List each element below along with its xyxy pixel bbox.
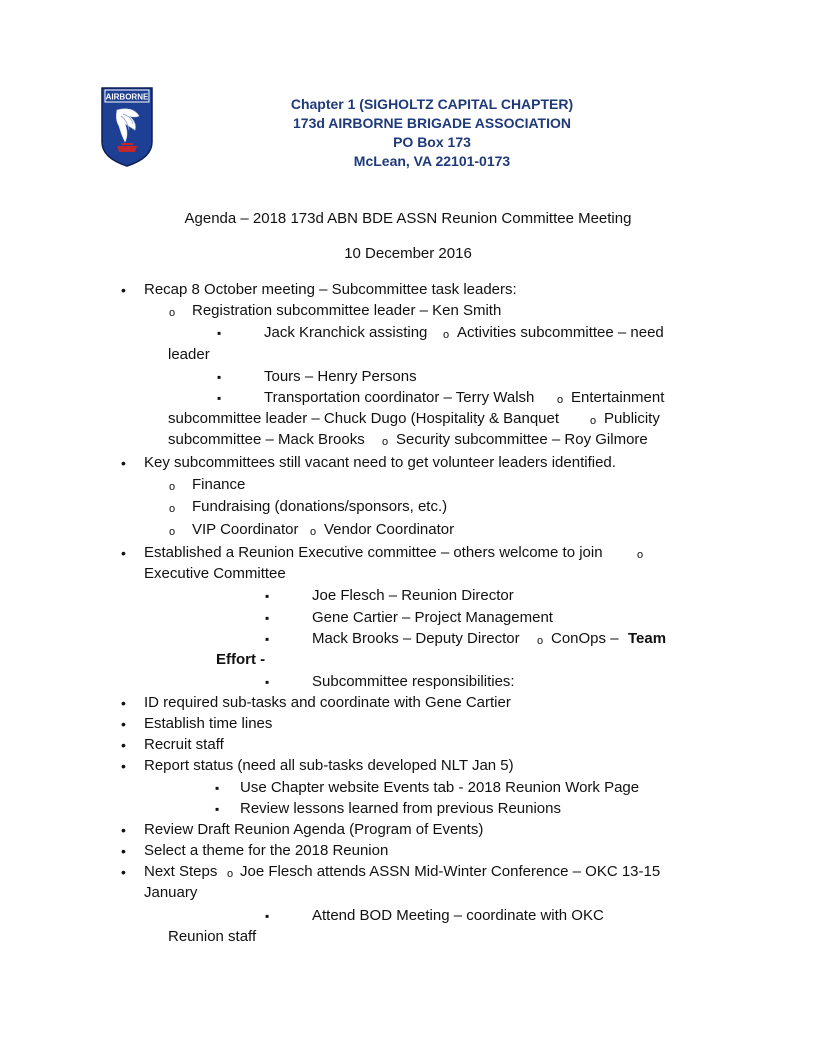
agenda-item: Recruit staff — [144, 736, 224, 753]
agenda-item: ID required sub-tasks and coordinate with Gene Cartier — [144, 694, 511, 711]
letterhead — [232, 95, 632, 171]
agenda-item: Joe Flesch attends ASSN Mid-Winter Conference – OKC 13-15 — [240, 863, 661, 880]
agenda-subitem: Transportation coordinator – Terry Walsh — [264, 389, 535, 406]
agenda-item: Established a Reunion Executive committee – others welcome to join — [144, 544, 603, 561]
agenda-subitem: subcommittee – Mack Brooks — [168, 431, 365, 448]
agenda-item: January — [144, 884, 198, 901]
circle-bullet-icon — [443, 325, 449, 344]
agenda-subitem: Fundraising (donations/sponsors, etc.) — [192, 498, 448, 515]
association-name: 173d AIRBORNE BRIGADE ASSOCIATION — [293, 115, 571, 131]
bullet-icon — [121, 281, 126, 300]
circle-bullet-icon — [590, 411, 596, 430]
square-bullet-icon — [265, 609, 269, 627]
square-bullet-icon — [217, 324, 221, 342]
square-bullet-icon — [217, 368, 221, 386]
agenda-subitem: Registration subcommittee leader – Ken Smith — [192, 302, 502, 319]
agenda-subitem: Mack Brooks – Deputy Director — [312, 630, 520, 647]
agenda-subitem: Jack Kranchick assisting — [264, 324, 428, 341]
agenda-subitem: Entertainment — [571, 389, 665, 406]
agenda-subitem: Finance — [192, 476, 246, 493]
emphasis-text: Team — [628, 630, 667, 647]
agenda-subitem: VIP Coordinator — [192, 521, 299, 538]
airborne-brigade-insignia — [99, 86, 155, 168]
agenda-subitem: Attend BOD Meeting – coordinate with OKC — [312, 907, 604, 924]
circle-bullet-icon — [537, 631, 543, 650]
square-bullet-icon — [217, 389, 221, 407]
agenda-subitem: Security subcommittee – Roy Gilmore — [396, 431, 648, 448]
logo-text: AIRBORNE — [105, 92, 149, 102]
po-box: PO Box 173 — [393, 134, 471, 150]
agenda-item: Recap 8 October meeting – Subcommittee task leaders: — [144, 281, 517, 298]
agenda-subitem: Reunion staff — [168, 928, 257, 945]
circle-bullet-icon — [169, 477, 175, 496]
agenda-title: Agenda – 2018 173d ABN BDE ASSN Reunion Committee Meeting — [184, 210, 632, 227]
square-bullet-icon — [265, 630, 269, 648]
agenda-subitem: Gene Cartier – Project Management — [312, 609, 553, 626]
agenda-subitem: Joe Flesch – Reunion Director — [312, 587, 514, 604]
bullet-icon — [121, 544, 126, 563]
agenda-item: Select a theme for the 2018 Reunion — [144, 842, 389, 859]
agenda-subitem: Subcommittee responsibilities: — [312, 673, 515, 690]
bullet-icon — [121, 694, 126, 713]
meeting-date: 10 December 2016 — [344, 245, 472, 262]
bullet-icon — [121, 863, 126, 882]
bullet-icon — [121, 821, 126, 840]
agenda-subitem: Review lessons learned from previous Reunions — [240, 800, 561, 817]
agenda-subitem: Use Chapter website Events tab - 2018 Reunion Work Page — [240, 779, 640, 796]
circle-bullet-icon — [227, 864, 233, 883]
circle-bullet-icon — [169, 303, 175, 322]
agenda-item: Next Steps — [144, 863, 218, 880]
circle-bullet-icon — [169, 499, 175, 518]
agenda-subitem: subcommittee leader – Chuck Dugo (Hospitality & Banquet — [168, 410, 560, 427]
agenda-subitem: leader — [168, 346, 210, 363]
bullet-icon — [121, 715, 126, 734]
bullet-icon — [121, 757, 126, 776]
agenda-subitem: ConOps – — [551, 630, 619, 647]
city-address: McLean, VA 22101-0173 — [353, 153, 511, 169]
agenda-subitem: Vendor Coordinator — [324, 521, 455, 538]
emphasis-text: Effort - — [216, 651, 266, 668]
chapter-name: Chapter 1 (SIGHOLTZ CAPITAL CHAPTER) — [290, 96, 574, 112]
circle-bullet-icon — [637, 545, 643, 564]
circle-bullet-icon — [169, 522, 175, 541]
circle-bullet-icon — [557, 390, 563, 409]
square-bullet-icon — [265, 907, 269, 925]
square-bullet-icon — [265, 673, 269, 691]
bullet-icon — [121, 454, 126, 473]
square-bullet-icon — [215, 779, 219, 797]
agenda-subitem: Publicity — [604, 410, 660, 427]
bullet-icon — [121, 736, 126, 755]
agenda-item: Report status (need all sub-tasks developed NLT Jan 5) — [144, 757, 514, 774]
agenda-item: Review Draft Reunion Agenda (Program of Events) — [144, 821, 484, 838]
agenda-item: Executive Committee — [144, 565, 286, 582]
bullet-icon — [121, 842, 126, 861]
agenda-item: Key subcommittees still vacant need to get volunteer leaders identified. — [144, 454, 616, 471]
square-bullet-icon — [265, 587, 269, 605]
agenda-subitem: Activities subcommittee – need — [457, 324, 664, 341]
circle-bullet-icon — [310, 522, 316, 541]
square-bullet-icon — [215, 800, 219, 818]
circle-bullet-icon — [382, 432, 388, 451]
agenda-item: Establish time lines — [144, 715, 273, 732]
agenda-subitem: Tours – Henry Persons — [264, 368, 417, 385]
